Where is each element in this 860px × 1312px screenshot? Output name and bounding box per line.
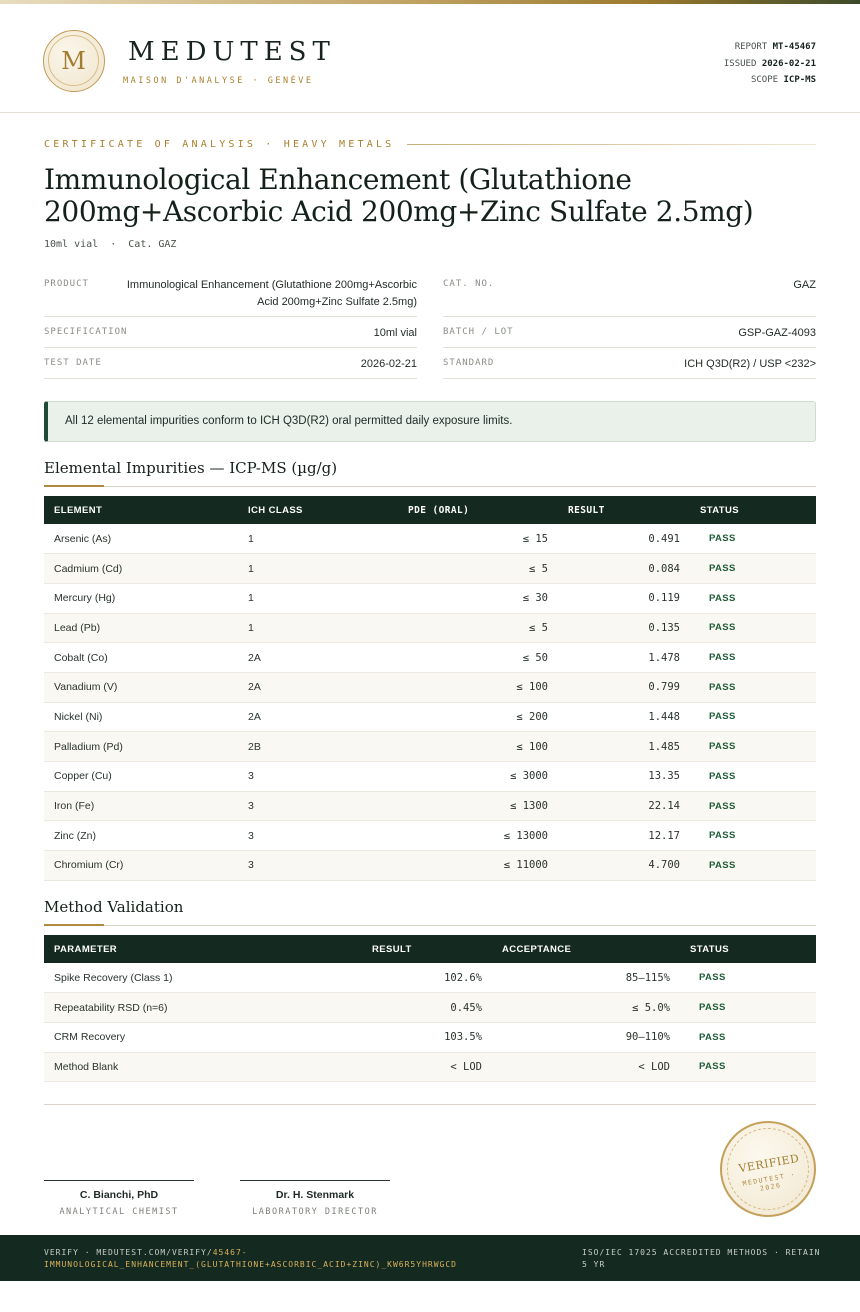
element-name: Lead (Pb) — [44, 613, 238, 643]
status-badge: PASS — [690, 672, 816, 702]
ich-class: 2B — [238, 732, 398, 762]
stamp-text: VERIFIED — [737, 1151, 801, 1176]
spec-batch — [443, 325, 816, 348]
spec-label: CAT. NO. — [443, 279, 495, 289]
acceptance-range: < LOD — [492, 1052, 680, 1082]
pde-limit: ≤ 50 — [398, 643, 558, 673]
element-name: Vanadium (V) — [44, 672, 238, 702]
element-name: Arsenic (As) — [44, 524, 238, 554]
element-name: Palladium (Pd) — [44, 732, 238, 762]
ich-class: 1 — [238, 613, 398, 643]
result-value: 103.5% — [362, 1022, 492, 1052]
element-name: Cadmium (Cd) — [44, 554, 238, 584]
result-value: < LOD — [362, 1052, 492, 1082]
result-value: 1.485 — [558, 732, 690, 762]
result-value: 0.45% — [362, 993, 492, 1023]
result-value: 0.135 — [558, 613, 690, 643]
eyebrow-divider — [407, 144, 816, 145]
validation-body — [44, 963, 816, 1082]
table-row — [44, 554, 816, 584]
table-row — [44, 672, 816, 702]
ich-class: 3 — [238, 851, 398, 881]
spec-label: STANDARD — [443, 358, 495, 368]
pde-limit: ≤ 5 — [398, 613, 558, 643]
ich-class: 3 — [238, 821, 398, 851]
col-acceptance: ACCEPTANCE — [502, 943, 572, 955]
table-row — [44, 791, 816, 821]
table-row — [44, 993, 816, 1023]
result-value: 1.448 — [558, 702, 690, 732]
signature-analyst — [44, 1180, 194, 1217]
col-pde: PDE (ORAL) — [408, 504, 470, 516]
issued-row — [724, 56, 816, 73]
col-element: ELEMENT — [54, 504, 103, 516]
status-badge: PASS — [690, 732, 816, 762]
status-badge: PASS — [690, 554, 816, 584]
brand-name: MEDUTEST — [128, 37, 336, 67]
scope-value: ICP-MS — [783, 75, 816, 85]
acceptance-range: 90–110% — [492, 1022, 680, 1052]
pde-limit: ≤ 15 — [398, 524, 558, 554]
element-name: Nickel (Ni) — [44, 702, 238, 732]
spec-test-date — [44, 356, 417, 379]
col-status: STATUS — [690, 943, 729, 955]
signatory-role: ANALYTICAL CHEMIST — [59, 1207, 179, 1217]
verify-prefix: VERIFY · MEDUTEST.COM/VERIFY/ — [44, 1248, 213, 1257]
status-badge: PASS — [690, 643, 816, 673]
table-row — [44, 1052, 816, 1082]
parameter-name: CRM Recovery — [44, 1022, 362, 1052]
table-row — [44, 583, 816, 613]
certificate-eyebrow: CERTIFICATE OF ANALYSIS · HEAVY METALS — [44, 139, 395, 150]
signature-divider — [44, 1104, 816, 1105]
spec-value: Immunological Enhancement (Glutathione 200mg+Ascorbic Acid 200mg+Zinc Sulfate 2.5mg) — [126, 279, 417, 308]
spec-product — [44, 277, 417, 317]
parameter-name: Repeatability RSD (n=6) — [44, 993, 362, 1023]
status-badge: PASS — [690, 702, 816, 732]
result-value: 4.700 — [558, 851, 690, 881]
conformance-banner — [44, 401, 816, 442]
acceptance-range: ≤ 5.0% — [492, 993, 680, 1023]
table-row — [44, 643, 816, 673]
col-status: STATUS — [700, 504, 739, 516]
status-badge: PASS — [690, 583, 816, 613]
ich-class: 2A — [238, 643, 398, 673]
signature-director — [240, 1180, 390, 1217]
verified-stamp — [720, 1121, 816, 1217]
issued-date: 2026-02-21 — [761, 58, 816, 69]
result-value: 0.084 — [558, 554, 690, 584]
section-accent — [44, 924, 104, 926]
pde-limit: ≤ 11000 — [398, 851, 558, 881]
spec-value: 10ml vial — [373, 327, 417, 339]
brand-seal-logo — [43, 30, 105, 92]
pde-limit: ≤ 13000 — [398, 821, 558, 851]
spec-value: GSP-GAZ-4093 — [738, 327, 816, 339]
result-value: 12.17 — [558, 821, 690, 851]
ich-class: 3 — [238, 762, 398, 792]
status-badge: PASS — [690, 524, 816, 554]
report-meta — [724, 39, 816, 89]
ich-class: 2A — [238, 672, 398, 702]
table-row — [44, 732, 816, 762]
pde-limit: ≤ 100 — [398, 672, 558, 702]
status-badge: PASS — [680, 1052, 816, 1082]
brand-monogram: M — [48, 35, 99, 86]
spec-value: GAZ — [793, 279, 816, 291]
table-row — [44, 821, 816, 851]
product-subline: 10ml vial · Cat. GAZ — [44, 239, 177, 250]
status-badge: PASS — [680, 963, 816, 993]
report-number: MT-45467 — [772, 42, 816, 52]
col-result: RESULT — [372, 943, 412, 955]
status-badge: PASS — [690, 851, 816, 881]
element-name: Chromium (Cr) — [44, 851, 238, 881]
spec-value: 2026-02-21 — [360, 358, 417, 370]
page-title: Immunological Enhancement (Glutathione 200mg+Ascorbic Acid 200mg+Zinc Sulfate 2.5mg) — [44, 163, 754, 228]
verify-link[interactable]: 45467-IMMUNOLOGICAL_ENHANCEMENT_(GLUTATHIONE+ASCORBIC_ACID+ZINC)_KW6R5YHRWGCD — [44, 1248, 457, 1269]
footer — [0, 1235, 860, 1281]
status-badge: PASS — [680, 993, 816, 1023]
parameter-name: Method Blank — [44, 1052, 362, 1082]
pde-limit: ≤ 5 — [398, 554, 558, 584]
result-value: 22.14 — [558, 791, 690, 821]
impurities-heading: Elemental Impurities — ICP-MS (µg/g) — [44, 459, 338, 477]
signatory-role: LABORATORY DIRECTOR — [252, 1207, 378, 1217]
result-value: 102.6% — [362, 963, 492, 993]
table-header-row — [44, 496, 816, 524]
report-label: REPORT — [734, 42, 768, 52]
section-rule — [44, 486, 816, 487]
ich-class: 3 — [238, 791, 398, 821]
table-row — [44, 702, 816, 732]
result-value: 0.799 — [558, 672, 690, 702]
result-value: 0.491 — [558, 524, 690, 554]
scope-row — [724, 72, 816, 89]
status-badge: PASS — [690, 762, 816, 792]
col-ich-class: ICH CLASS — [248, 504, 303, 516]
table-row — [44, 613, 816, 643]
spec-label: SPECIFICATION — [44, 327, 128, 337]
spec-label: TEST DATE — [44, 358, 102, 368]
header — [0, 4, 860, 113]
parameter-name: Spike Recovery (Class 1) — [44, 963, 362, 993]
status-badge: PASS — [680, 1022, 816, 1052]
report-number-row — [724, 39, 816, 56]
section-accent — [44, 485, 104, 487]
status-badge: PASS — [690, 613, 816, 643]
spec-cat-no — [443, 277, 816, 317]
scope-label: SCOPE — [750, 75, 779, 85]
element-name: Zinc (Zn) — [44, 821, 238, 851]
verify-line — [44, 1247, 544, 1271]
col-result: RESULT — [568, 504, 605, 516]
pde-limit: ≤ 200 — [398, 702, 558, 732]
table-row — [44, 1022, 816, 1052]
stamp-subtext: MEDUTEST · 2026 — [741, 1170, 797, 1193]
validation-table — [44, 935, 816, 1082]
element-name: Copper (Cu) — [44, 762, 238, 792]
pde-limit: ≤ 30 — [398, 583, 558, 613]
table-row — [44, 762, 816, 792]
acceptance-range: 85–115% — [492, 963, 680, 993]
brand-tagline: MAISON D'ANALYSE · GENÈVE — [123, 76, 314, 86]
spec-value: ICH Q3D(R2) / USP <232> — [684, 358, 816, 370]
impurities-table — [44, 496, 816, 881]
element-name: Iron (Fe) — [44, 791, 238, 821]
element-name: Mercury (Hg) — [44, 583, 238, 613]
ich-class: 1 — [238, 554, 398, 584]
accreditation-note: ISO/IEC 17025 ACCREDITED METHODS · RETAIN 5 YR — [582, 1248, 821, 1269]
table-row — [44, 963, 816, 993]
result-value: 13.35 — [558, 762, 690, 792]
result-value: 1.478 — [558, 643, 690, 673]
spec-label: PRODUCT — [44, 279, 89, 289]
signatory-name: Dr. H. Stenmark — [275, 1189, 355, 1201]
status-badge: PASS — [690, 821, 816, 851]
spec-specification — [44, 325, 417, 348]
spec-standard — [443, 356, 816, 379]
pde-limit: ≤ 3000 — [398, 762, 558, 792]
impurities-body — [44, 524, 816, 880]
validation-heading: Method Validation — [44, 898, 184, 916]
ich-class: 1 — [238, 524, 398, 554]
spec-label: BATCH / LOT — [443, 327, 514, 337]
result-value: 0.119 — [558, 583, 690, 613]
col-parameter: PARAMETER — [54, 943, 118, 955]
table-row — [44, 524, 816, 554]
status-badge: PASS — [690, 791, 816, 821]
signatory-name: C. Bianchi, PhD — [79, 1189, 159, 1201]
table-header-row — [44, 935, 816, 963]
ich-class: 2A — [238, 702, 398, 732]
element-name: Cobalt (Co) — [44, 643, 238, 673]
table-row — [44, 851, 816, 881]
section-rule — [44, 925, 816, 926]
pde-limit: ≤ 1300 — [398, 791, 558, 821]
conformance-text: All 12 elemental impurities conform to ICH Q3D(R2) oral permitted daily exposure limits. — [65, 415, 513, 427]
issued-label: ISSUED — [723, 58, 757, 69]
ich-class: 1 — [238, 583, 398, 613]
pde-limit: ≤ 100 — [398, 732, 558, 762]
